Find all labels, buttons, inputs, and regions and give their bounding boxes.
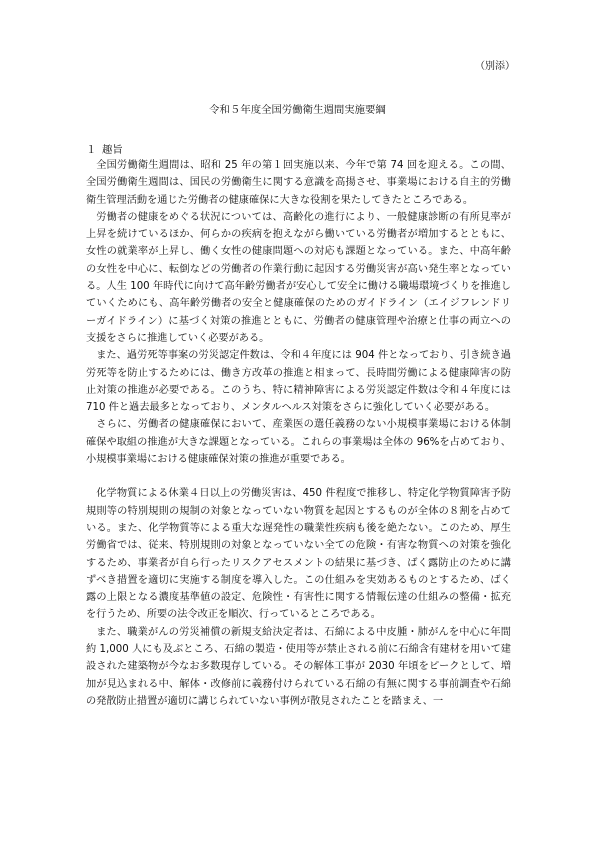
- paragraph: 化学物質による休業４日以上の労働災害は、450 件程度で推移し、特定化学物質障害予防規則等の特別規則の規制の対象となっていない物質を起因とするものが全体の８割を占めている。また、化学物質等による重大な遅発性の職業性疾病も後を絶たない。このため、厚生労働省では、従来、特別規則の対象となっていない全ての危険・有害な物質への対策を強化するため、事業者が自ら行ったリスクアセスメントの結果に基づき、ばく露防止のために講ずべき措置を適切に実施する制度を導入した。この仕組みを実効あるものとするため、ばく露の上限となる濃度基準値の設定、危険性・有害性に関する情報伝達の仕組みの整備・拡充を行うため、所要の法令改正を順次、行っているところである。: [86, 488, 511, 621]
- paragraph-gap: [86, 468, 511, 485]
- annex-label: （別添）: [475, 61, 515, 72]
- section-heading-text: 趣旨: [102, 144, 123, 156]
- paragraph: 労働者の健康をめぐる状況については、高齢化の進行により、一般健康診断の有所見率が上昇を続けているほか、何らかの疾病を抱えながら働いている労働者が増加するとともに、女性の就業率が上昇し、働く女性の健康問題への対応も課題となっている。また、中高年齢の女性を中心に、転倒などの労働者の作業行動に起因する労働災害が高い発生率となっている。人生 100 年時代に向けて高年齢労働者が安心して安全に働ける職場環境づくりを推進していくためにも、高年齢労働者の安全と健康確保のためのガイドライン（エイジフレンドリーガイドライン）に基づく対策の推進とともに、労働者の健康管理や治療と仕事の両立への支援をさらに推進していく必要がある。: [86, 211, 511, 344]
- document-title: 令和５年度全国労働衛生週間実施要綱: [209, 104, 386, 116]
- paragraph: また、過労死等事案の労災認定件数は、令和４年度には 904 件となっており、引き続き過労死等を防止するためには、働き方改革の推進と相まって、長時間労働による健康障害の防止対策の推進が必要である。このうち、特に精神障害による労災認定件数は令和４年度には 710 件と過去最多となっており、メンタルヘルス対策をさらに強化していく必要がある。: [86, 350, 511, 414]
- section-body: [86, 157, 511, 710]
- paragraph: 全国労働衛生週間は、昭和 25 年の第１回実施以来、今年で第 74 回を迎える。この間、全国労働衛生週間は、国民の労働衛生に関する意識を高揚させ、事業場における自主的労働衛生管理活動を通じた労働者の健康確保に大きな役割を果たしてきたところである。: [86, 160, 511, 206]
- paragraph: また、職業がんの労災補償の新規支給決定者は、石綿による中皮腫・肺がんを中心に年間約 1,000 人にも及ぶところ、石綿の製造・使用等が禁止される前に石綿含有建材を用いて建設された建築物が今なお多数現存している。その解体工事が 2030 年頃をピークとして、増加が見込まれる中、解体・改修前に義務付けられている石綿の有無に関する事前調査や石綿の発散防止措置が適切に講じられていない事例が散見されたことを踏まえ、一: [86, 626, 511, 707]
- section-heading: [86, 141, 123, 156]
- paragraph: さらに、労働者の健康確保において、産業医の選任義務のない小規模事業場における体制確保や取組の推進が大きな課題となっている。これらの事業場は全体の 96%を占めており、小規模事業場における健康確保対策の推進が重要である。: [86, 419, 511, 466]
- section-number: １: [86, 144, 97, 156]
